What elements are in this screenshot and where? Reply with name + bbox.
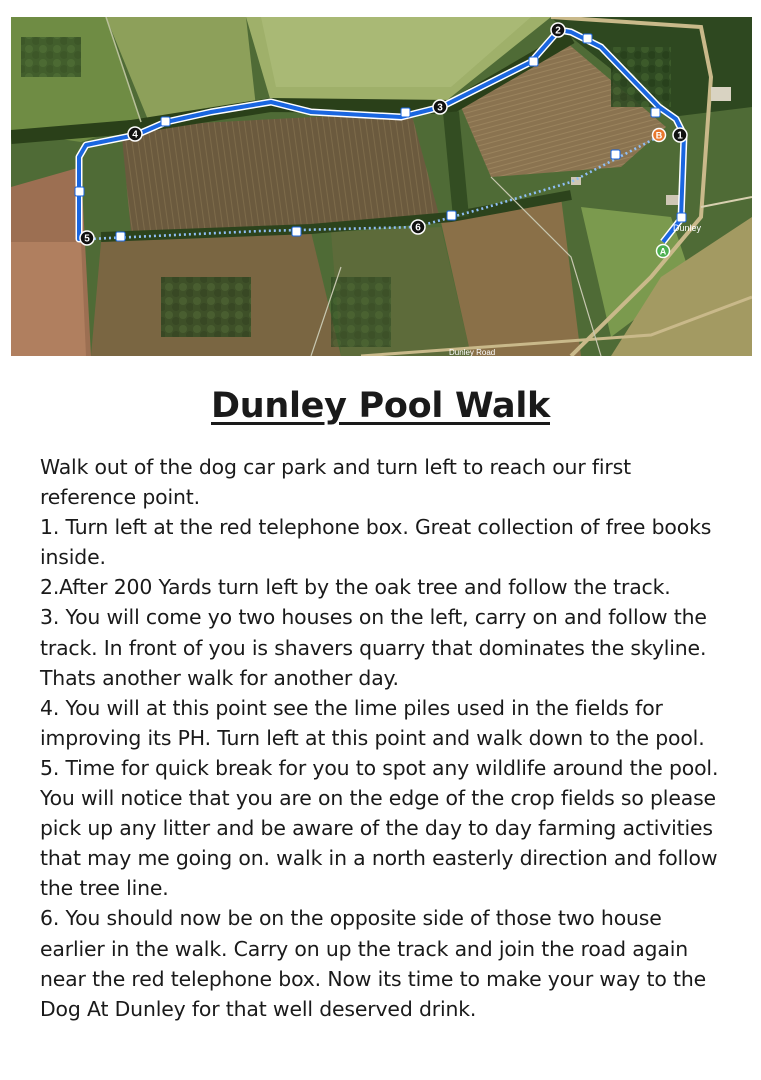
svg-text:2: 2 <box>555 25 561 37</box>
waypoint-4 <box>128 127 142 141</box>
waypoint-2 <box>551 23 565 37</box>
waypoint-5 <box>80 231 94 245</box>
road-label: Dunley Road <box>449 348 496 356</box>
walk-instructions <box>40 452 730 1024</box>
step-6: 6. You should now be on the opposite side of those two house earlier in the walk. Carry on up the track and join the road again near the red telephone box. Now its time to make your way to the Dog At Dunley for that well deserved drink. <box>40 906 707 1021</box>
waypoint-6 <box>411 220 425 234</box>
start-marker <box>657 245 670 258</box>
svg-text:A: A <box>659 246 667 257</box>
step-5: 5. Time for quick break for you to spot any wildlife around the pool. You will notice that you are on the edge of the crop fields so please pick up any litter and be aware of the day to day farming activities that may me going on. walk in a north easterly direction and follow the tree line. <box>40 755 719 901</box>
svg-text:B: B <box>655 130 663 141</box>
waypoint-3 <box>433 100 447 114</box>
waypoint-1 <box>673 128 687 142</box>
route-map <box>11 17 752 356</box>
intro-paragraph: Walk out of the dog car park and turn left to reach our first reference point. <box>40 455 631 510</box>
step-2: 2.After 200 Yards turn left by the oak tree and follow the track. <box>40 575 671 600</box>
svg-text:3: 3 <box>437 102 443 114</box>
step-4: 4. You will at this point see the lime piles used in the fields for improving its PH. Turn left at this point and walk down to the pool. <box>40 695 705 750</box>
step-3: 3. You will come yo two houses on the left, carry on and follow the track. In front of you is shavers quarry that dominates the skyline. Thats another walk for another day. <box>40 605 707 690</box>
step-1: 1. Turn left at the red telephone box. Great collection of free books inside. <box>40 515 712 570</box>
end-marker <box>653 129 666 142</box>
svg-text:4: 4 <box>132 129 138 141</box>
place-label: Dunley <box>673 223 702 233</box>
page-title: Dunley Pool Walk <box>211 386 550 426</box>
svg-text:5: 5 <box>84 233 90 245</box>
svg-text:6: 6 <box>415 222 421 234</box>
satellite-map-image <box>11 17 752 356</box>
svg-text:1: 1 <box>677 130 683 142</box>
